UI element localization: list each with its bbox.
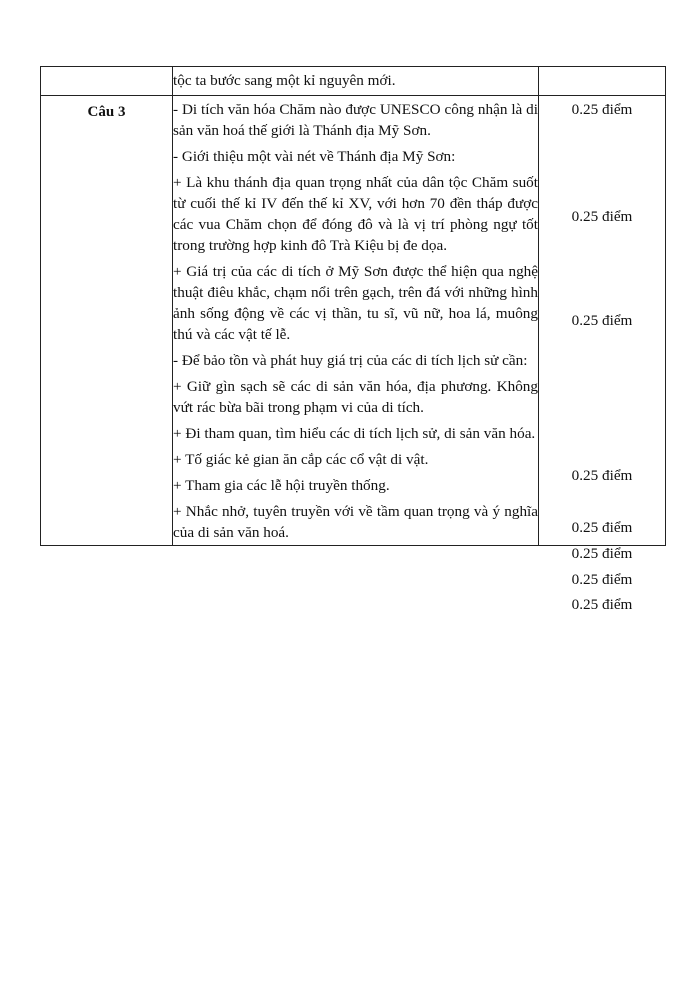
table-row-continuation — [41, 67, 666, 96]
score-cell — [539, 96, 666, 613]
score-value: 0.25 điểm — [571, 467, 633, 484]
answer-paragraph: - Di tích văn hóa Chăm nào được UNESCO công nhận là di sản văn hoá thế giới là Thánh địa Mỹ Sơn. — [173, 101, 538, 139]
content-cell — [173, 67, 539, 96]
score-value: 0.25 điểm — [571, 519, 633, 536]
score-value: 0.25 điểm — [571, 312, 633, 329]
answer-paragraph: + Giá trị của các di tích ở Mỹ Sơn được thể hiện qua nghệ thuật điêu khắc, chạm nổi trên gạch, trên đá với những hình ảnh sống động về các vị thần, tu sĩ, vũ nữ, hoa lá, muông thú và các vật tế lễ. — [173, 263, 538, 343]
answer-paragraph: + Nhắc nhở, tuyên truyền với về tầm quan trọng và ý nghĩa của di sản văn hoá. — [173, 503, 538, 541]
answer-content-cell — [173, 96, 539, 546]
answer-paragraph: - Để bảo tồn và phát huy giá trị của các di tích lịch sử cần: — [173, 352, 528, 369]
question-cell-empty — [41, 67, 173, 96]
answer-paragraph: + Tố giác kẻ gian ăn cắp các cổ vật di vật. — [173, 451, 429, 468]
question-label: Câu 3 — [87, 104, 126, 120]
answer-paragraph: + Giữ gìn sạch sẽ các di sản văn hóa, địa phương. Không vứt rác bừa bãi trong phạm vi của di tích. — [173, 378, 538, 416]
score-value: 0.25 điểm — [571, 571, 633, 588]
answer-paragraph: + Đi tham quan, tìm hiểu các di tích lịch sử, di sản văn hóa. — [173, 425, 536, 442]
answer-paragraph: + Tham gia các lễ hội truyền thống. — [173, 477, 390, 494]
score-value: 0.25 điểm — [571, 596, 633, 613]
question-cell — [41, 96, 173, 546]
score-value: 0.25 điểm — [571, 208, 633, 225]
continuation-text: tộc ta bước sang một kỉ nguyên mới. — [173, 72, 396, 89]
answer-paragraph: - Giới thiệu một vài nét về Thánh địa Mỹ Sơn: — [173, 148, 456, 165]
score-value: 0.25 điểm — [571, 545, 633, 562]
score-cell-empty — [539, 67, 666, 96]
table-row-question-3 — [41, 96, 666, 546]
score-value: 0.25 điểm — [571, 101, 633, 118]
answer-paragraph: + Là khu thánh địa quan trọng nhất của dân tộc Chăm suốt từ cuối thế kỉ IV đến thế kỉ XV, với hơn 70 đền tháp được các vua Chăm chọn để đóng đô và là vị trí phòng ngự tốt trong trường hợp kinh đô Trà Kiệu bị đe dọa. — [173, 174, 538, 254]
answer-table — [40, 66, 666, 613]
